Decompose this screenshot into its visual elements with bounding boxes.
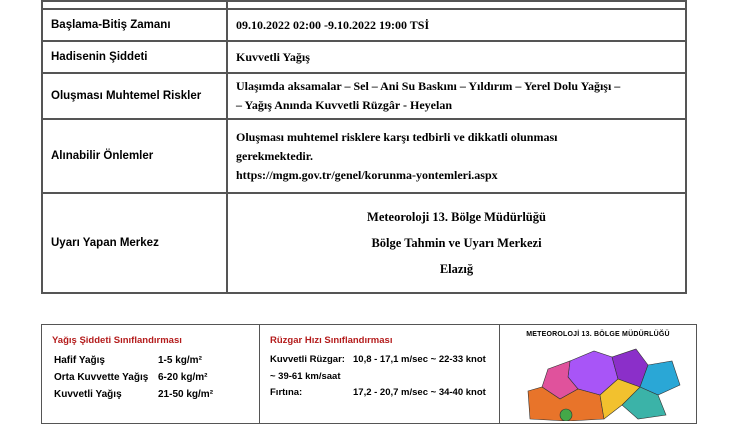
precautions-line-1: Oluşması muhtemel risklere karşı tedbirli ve dikkatli olunması [236,129,558,144]
event-severity-value: Kuvvetli Yağış [227,41,686,73]
region-map-title: METEOROLOJİ 13. BÖLGE MÜDÜRLÜĞÜ [526,331,670,338]
precautions-value [227,119,686,193]
wind-classification [260,325,500,423]
precautions-line-2: gerekmektedir. [236,148,313,163]
rain-row [42,369,259,386]
rain-row [42,386,259,403]
rain-classification-title: Yağış Şiddeti Sınıflandırması [52,335,182,346]
issuing-center-value [227,193,686,293]
rain-class-range: 6-20 kg/m² [158,372,208,383]
rain-row [42,352,259,369]
rain-class-range: 21-50 kg/m² [158,389,214,400]
center-line-1: Meteoroloji 13. Bölge Müdürlüğü [367,210,546,224]
issuing-center-label: Uyarı Yapan Merkez [42,193,227,293]
risks-line-1: Ulaşımda aksamalar – Sel – Ani Su Baskını – Yıldırım – Yerel Dolu Yağışı – [236,79,621,93]
wind-classification-title: Rüzgar Hızı Sınıflandırması [270,335,393,346]
warning-table [41,0,687,294]
rain-class-name: Orta Kuvvette Yağış [54,372,149,383]
wind-row [260,352,499,368]
rain-class-name: Kuvvetli Yağış [54,389,122,400]
precautions-link[interactable]: https://mgm.gov.tr/genel/korunma-yontemleri.aspx [236,167,498,182]
rain-class-range: 1-5 kg/m² [158,355,202,366]
center-line-2: Bölge Tahmin ve Uyarı Merkezi [371,236,542,250]
center-line-3: Elazığ [439,262,474,276]
wind-class-value: 10,8 - 17,1 m/sec ~ 22-33 knot [353,354,486,365]
event-severity-label: Hadisenin Şiddeti [42,41,227,73]
wind-class-name: Fırtına: [270,387,303,398]
wind-class-value: 17,2 - 20,7 m/sec ~ 34-40 knot [353,387,486,398]
risks-line-2: – Yağış Anında Kuvvetli Rüzgâr - Heyelan [236,98,453,112]
table-top-edge-value [227,1,686,9]
rain-classification [42,325,260,423]
rain-class-name: Hafif Yağış [54,355,105,366]
table-top-edge-cell [42,1,227,9]
region-map [500,325,696,423]
possible-risks-value [227,73,686,119]
map-region-green [560,409,572,421]
precautions-label: Alınabilir Önlemler [42,119,227,193]
start-end-time-label: Başlama-Bitiş Zamanı [42,9,227,41]
legend-panel [41,324,697,424]
wind-class-continuation: ~ 39-61 km/saat [270,371,341,382]
wind-class-name: Kuvvetli Rüzgar: [270,354,345,365]
possible-risks-label: Oluşması Muhtemel Riskler [42,73,227,119]
start-end-time-value: 09.10.2022 02:00 -9.10.2022 19:00 TSİ [227,9,686,41]
wind-row [260,385,499,401]
region-map-image [508,339,688,421]
